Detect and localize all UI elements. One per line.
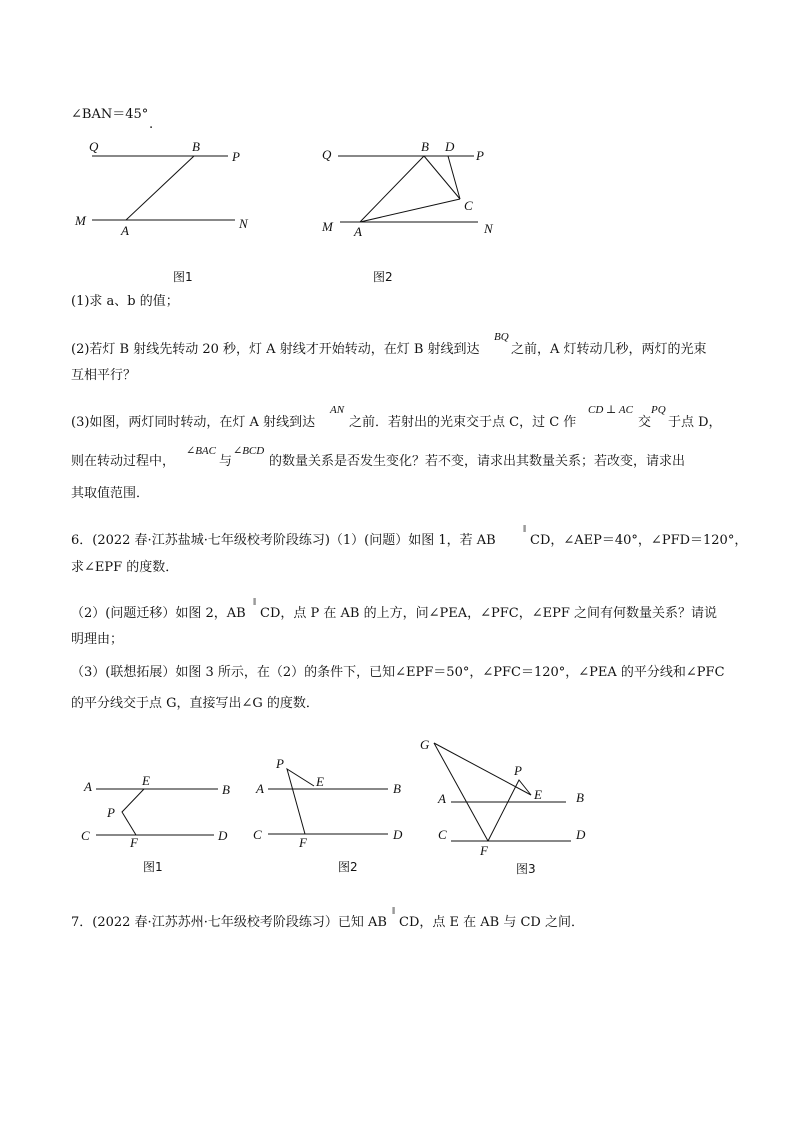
line-pq: PQ [651,404,666,416]
condition-dot: . [149,117,154,132]
parallel-sign: ‖ [253,596,257,608]
label-b: B [222,782,230,797]
problem-6-line-1b: CD，∠AEP＝40°，∠PFD＝120°， [530,533,748,548]
problem-7-line-1b: CD，点 E 在 AB 与 CD 之间． [399,915,584,930]
label-b: B [421,139,429,154]
label-n: N [239,216,248,231]
word-jiao: 交 [638,415,652,430]
cd-perp-ac: CD ⊥ AC [588,404,633,416]
problem-6-figure-3 [418,735,603,880]
label-c: C [464,198,473,213]
label-b: B [576,790,584,805]
problem-6-figure-3-caption: 图3 [516,862,536,876]
ray-an: AN [330,404,345,416]
problem-6-figure-2 [250,755,420,880]
problem-6-q3-line-2: 的平分线交于点 G，直接写出∠G 的度数． [71,696,319,711]
question-3-line-2a: 则在转动过程中， [71,454,176,469]
word-yu: 与 [219,454,233,469]
problem-6-q2-line-1b: CD，点 P 在 AB 的上方，问∠PEA，∠PFC，∠EPF 之间有何数量关系？请说 [260,606,717,621]
question-1: (1)求 a、b 的值； [71,294,179,309]
label-f: F [130,835,138,850]
label-a: A [354,224,362,239]
problem-6-q2-line-2: 明理由； [71,632,124,647]
figure-1-caption: 图1 [173,270,193,284]
label-b: B [393,781,401,796]
angle-bac: ∠BAC [186,445,216,457]
parallel-sign: ‖ [392,905,396,917]
label-g: G [420,737,430,752]
question-3-line-1b: 之前．若射出的光束交于点 C，过 C 作 [349,415,577,430]
question-3-line-1c: 于点 D， [668,415,722,430]
label-e: E [142,773,150,788]
label-c: C [438,827,447,842]
label-a: A [84,779,92,794]
label-p: P [276,756,284,771]
segment-ac [360,199,460,222]
label-c: C [253,827,262,842]
label-p: P [514,763,522,778]
label-f: F [299,835,307,850]
problem-6-q2-line-1a: （2）(问题迁移）如图 2，AB [71,606,246,621]
label-q: Q [89,139,99,154]
label-p: P [107,805,115,820]
label-p: P [232,149,240,164]
question-3-line-3: 其取值范围． [71,486,150,501]
question-3-line-2b: 的数量关系是否发生变化？若不变，请求出其数量关系；若改变，请求出 [269,454,686,469]
label-e: E [534,787,542,802]
label-a: A [121,223,129,238]
question-3-line-1a: (3)如图，两灯同时转动，在灯 A 射线到达 [71,415,316,430]
label-q: Q [322,147,332,162]
ray-bq: BQ [494,331,509,343]
problem-6-figure-1 [78,770,248,880]
segment-ab [360,156,424,222]
label-e: E [316,774,324,789]
label-m: M [75,213,86,228]
angle-bcd: ∠BCD [233,445,265,457]
broken-line-fpe [488,780,531,841]
problem-6-figure-2-caption: 图2 [338,860,358,874]
figure-2 [318,135,518,285]
label-d: D [393,827,403,842]
broken-line-epf [287,769,314,834]
label-c: C [81,828,90,843]
question-2-line-2: 互相平行？ [71,368,137,383]
label-b: B [192,139,200,154]
problem-6-q3-line-1: （3）(联想拓展）如图 3 所示，在（2）的条件下，已知∠EPF＝50°，∠PFC＝120°，∠PEA 的平分线和∠PFC [71,665,725,680]
problem-6-line-1a: 6．(2022 春·江苏盐城·七年级校考阶段练习)（1）(问题）如图 1，若 AB [71,533,496,548]
segment-bc [424,156,460,199]
label-a: A [256,781,264,796]
label-d: D [576,827,586,842]
label-d: D [218,828,228,843]
question-2-line-1b: 之前，A 灯转动几秒，两灯的光束 [511,342,707,357]
label-m: M [322,219,333,234]
figure-2-caption: 图2 [373,270,393,284]
label-p: P [476,148,484,163]
problem-6-figure-1-caption: 图1 [143,860,163,874]
given-condition: ∠BAN＝45° [71,107,149,122]
broken-line-epf [122,789,144,835]
parallel-sign: ‖ [523,523,527,535]
label-d: D [445,139,455,154]
problem-6-line-2: 求∠EPF 的度数． [71,560,179,575]
label-n: N [484,221,493,236]
label-a: A [438,791,446,806]
problem-7-line-1a: 7．(2022 春·江苏苏州·七年级校考阶段练习）已知 AB [71,915,387,930]
figure-1 [70,135,270,285]
question-2-line-1a: (2)若灯 B 射线先转动 20 秒，灯 A 射线才开始转动，在灯 B 射线到达 [71,342,480,357]
label-f: F [480,843,488,858]
segment-ab [126,156,194,220]
